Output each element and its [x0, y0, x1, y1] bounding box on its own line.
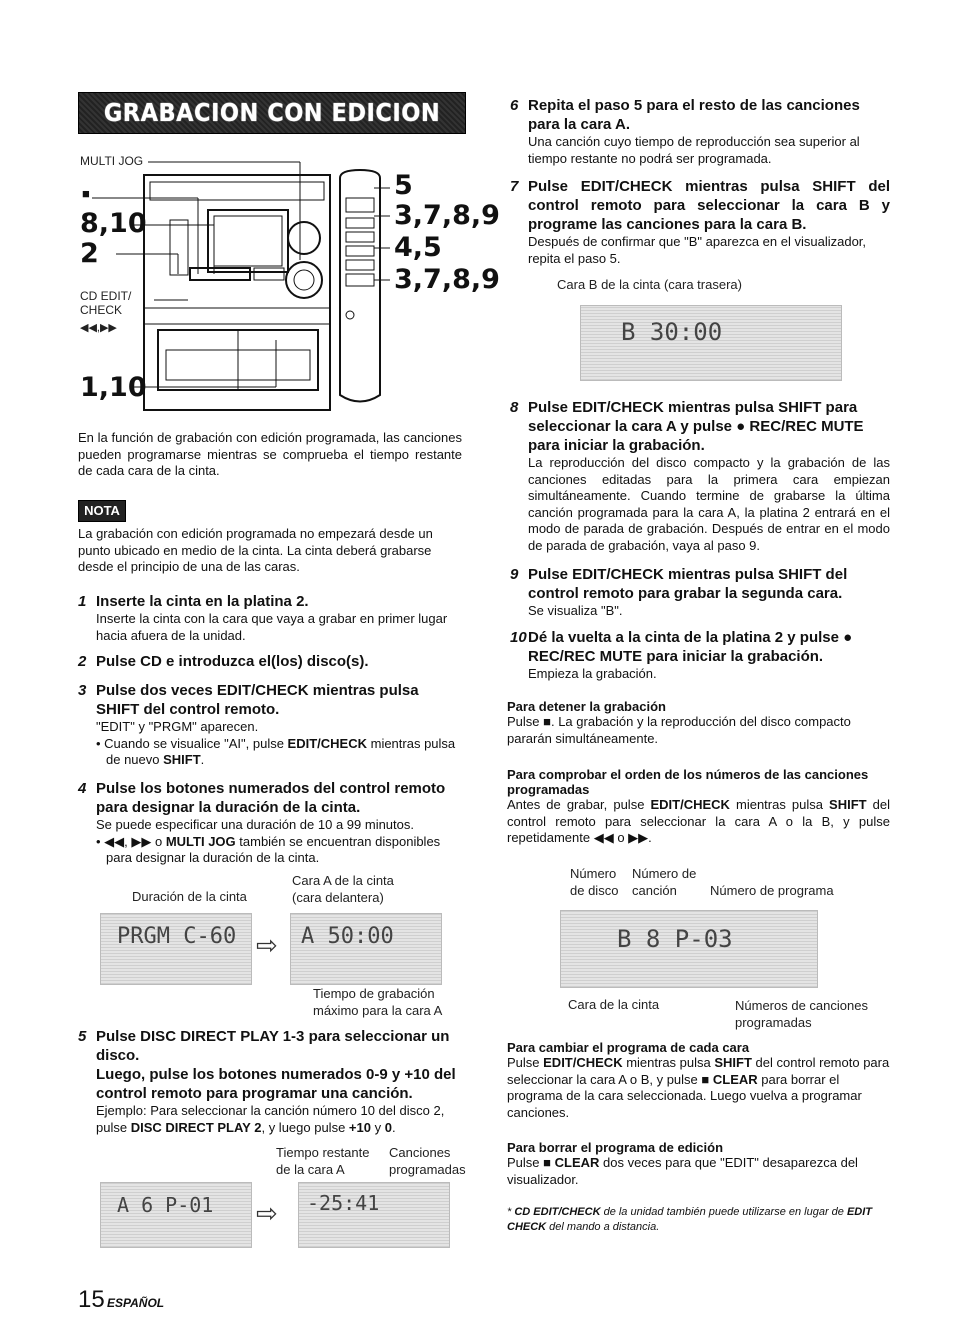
lcd-display-side-a [290, 913, 442, 985]
lcd-c-caption-cancion2: canción [632, 883, 677, 898]
lcd1-caption-top2: (cara delantera) [292, 890, 384, 905]
step-number: 7 [510, 178, 519, 195]
nota-badge: NOTA [78, 500, 126, 522]
language-label: ESPAÑOL [107, 1296, 165, 1310]
step-body: Una canción cuyo tiempo de reproducción sea superior al tiempo restante no podrá ser programada. [528, 134, 860, 166]
lcd2-caption-top: Tiempo restante [276, 1145, 370, 1160]
footnote: * CD EDIT/CHECK de la unidad también puede utilizarse en lugar de EDIT CHECK del mando a distancia. [507, 1206, 873, 1233]
lcd-text: A 6 P-01 [117, 1193, 214, 1217]
step-title: Inserte la cinta en la platina 2. [96, 593, 309, 610]
section-body: Pulse ■. La grabación y la reproducción del disco compacto pararán simultáneamente. [507, 714, 851, 746]
step-number: 8 [510, 399, 519, 416]
cd-edit-label: CD EDIT/ [80, 289, 132, 303]
step-title: Pulse EDIT/CHECK mientras pulsa SHIFT para seleccionar la cara A y pulse ● REC/REC MUTE para iniciar la grabación. [528, 399, 864, 454]
lcd-text: B 30:00 [621, 318, 723, 346]
section-title: Para detener la grabación [507, 699, 666, 714]
step-number: 4 [78, 780, 87, 797]
lcd-display-remaining [298, 1182, 450, 1248]
step-title: Dé la vuelta a la cinta de la platina 2 y pulse ● REC/REC MUTE para iniciar la grabación. [528, 629, 853, 665]
lcd2-caption-top3: Canciones [389, 1145, 451, 1160]
step-bullet: • ◀◀, ▶▶ o MULTI JOG también se encuentran disponibles para designar la duración de la cinta. [96, 833, 441, 865]
arrow-right-icon: ⇨ [256, 930, 278, 960]
lcd1-caption-left: Duración de la cinta [132, 889, 247, 904]
step-body: Inserte la cinta con la cara que vaya a grabar en primer lugar hacia afuera de la unidad. [96, 611, 448, 643]
step-number: 1 [78, 593, 87, 610]
lcd-c-caption-cara: Cara de la cinta [568, 997, 660, 1012]
arrow-right-icon: ⇨ [256, 1198, 278, 1228]
step-1 [78, 592, 462, 644]
step-title: Repita el paso 5 para el resto de las canciones para la cara A. [528, 97, 860, 133]
lcd-display-side-b [580, 305, 842, 381]
lcd-display-check [560, 910, 818, 988]
step-number: 9 [510, 566, 519, 583]
lcd2-caption-top2: de la cara A [276, 1162, 345, 1177]
step-title: Pulse CD e introduzca el(los) disco(s). [96, 653, 369, 670]
section-cambiar [507, 1040, 890, 1121]
step-title: Pulse EDIT/CHECK mientras pulsa SHIFT del control remoto para seleccionar la cara B y programe las canciones para la cara B. [528, 178, 890, 233]
step-bullet: • Cuando se visualice "AI", pulse EDIT/CHECK mientras pulsa de nuevo SHIFT. [96, 735, 456, 767]
page-number: 15 [78, 1286, 105, 1313]
section-title: Para comprobar el orden de los números de las canciones programadas [507, 767, 869, 797]
step-6 [510, 96, 890, 167]
nota-text: La grabación con edición programada no empezará desde un punto ubicado en medio de la cinta. La cinta deberá grabarse desde el principio de una de las caras. [78, 526, 433, 574]
callout-5: 5 [394, 170, 413, 201]
callout-3789-a: 3,7,8,9 [394, 200, 500, 231]
lcd-display-program [100, 1182, 252, 1248]
intro-text: En la función de grabación con edición programada, las canciones pueden programarse mientras se comprueba el tiempo restante de cada cara de la cinta. [78, 430, 462, 478]
step-body: La reproducción del disco compacto y la grabación de las canciones editadas para la primera cara empiezan simultáneamente. Cuando termine de grabarse la última canción programada para la cara A, la platina 2 entrará en el modo de parada de grabación. Después de entrar en el modo de parada de grabación, vaya al paso 9. [528, 455, 890, 553]
multi-jog-label: MULTI JOG [80, 154, 144, 168]
lcd-c-caption-cancion: Número de [632, 866, 697, 881]
stop-icon: ■ [82, 186, 90, 201]
step-body: Se visualiza "B". [528, 603, 623, 618]
lcd-text: PRGM C-60 [117, 924, 237, 949]
step-3 [78, 681, 462, 769]
lcd-display-duration [100, 913, 252, 985]
lcd2-caption-top4: programadas [389, 1162, 466, 1177]
step-title: Pulse DISC DIRECT PLAY 1-3 para seleccionar un disco. [96, 1028, 450, 1064]
section-body: Antes de grabar, pulse EDIT/CHECK mientras pulsa SHIFT del control remoto para seleccionar la cara A o la B, y pulse repetidamente ◀◀ o ▶▶. [507, 797, 890, 845]
page-title: GRABACION CON EDICION PROGRAMADA [78, 92, 466, 134]
step-body: Ejemplo: Para seleccionar la canción número 10 del disco 2, pulse DISC DIRECT PLAY 2, y luego pulse +10 y 0. [96, 1103, 445, 1135]
step-2 [78, 652, 462, 671]
step-body: "EDIT" y "PRGM" aparecen. [96, 719, 259, 734]
step-7 [510, 177, 890, 267]
lcd1-caption-bottom: Tiempo de grabación [313, 986, 435, 1001]
section-title: Para cambiar el programa de cada cara [507, 1040, 750, 1055]
section-detener [507, 699, 890, 747]
lcd-c-caption-disco: Número [570, 866, 617, 881]
section-body: Pulse ■ CLEAR dos veces para que "EDIT" desaparezca del visualizador. [507, 1155, 858, 1187]
callout-3789-b: 3,7,8,9 [394, 264, 500, 295]
step-title-2: Luego, pulse los botones numerados 0-9 y +10 del control remoto para programar una canción. [96, 1066, 456, 1102]
callout-2: 2 [80, 238, 99, 269]
lcd-c-caption-prog: Número de programa [710, 883, 834, 898]
step-5 [78, 1027, 462, 1136]
step-8 [510, 398, 890, 554]
rew-ff-icons: ◀◀,▶▶ [80, 322, 117, 334]
lcd-text: B 8 P-03 [617, 925, 733, 953]
step-number: 10 [510, 629, 527, 646]
callout-1-10: 1,10 [80, 372, 147, 403]
step-number: 2 [78, 653, 87, 670]
callout-8-10: 8,10 [80, 208, 147, 239]
step-title: Pulse los botones numerados del control remoto para designar la duración de la cinta. [96, 780, 446, 816]
callout-4-5: 4,5 [394, 232, 442, 263]
lcd-c-caption-nums: Números de canciones [735, 998, 868, 1013]
device-figure [78, 150, 500, 420]
lcd1-caption-top: Cara A de la cinta [292, 873, 394, 888]
section-body: Pulse EDIT/CHECK mientras pulsa SHIFT del control remoto para seleccionar la cara A o B, y pulse ■ CLEAR para borrar el programa de la cara seleccionada. Luego vuelva a programar canciones. [507, 1055, 890, 1120]
step-9 [510, 565, 890, 620]
step-number: 3 [78, 682, 87, 699]
step-body: Empieza la grabación. [528, 666, 657, 681]
step-number: 5 [78, 1028, 87, 1045]
section-comprobar [507, 767, 890, 847]
step-body: Se puede especificar una duración de 10 a 99 minutos. [96, 817, 414, 832]
step-title: Pulse dos veces EDIT/CHECK mientras pulsa SHIFT del control remoto. [96, 682, 419, 718]
lcd-c-caption-nums2: programadas [735, 1015, 812, 1030]
check-label: CHECK [80, 303, 123, 317]
lcd-c-caption-disco2: de disco [570, 883, 619, 898]
step-10 [510, 628, 890, 683]
lcd1-caption-bottom2: máximo para la cara A [313, 1003, 443, 1018]
lcd-text: A 50:00 [301, 924, 394, 949]
section-borrar [507, 1140, 890, 1188]
lcd-b-caption: Cara B de la cinta (cara trasera) [557, 277, 742, 292]
section-title: Para borrar el programa de edición [507, 1140, 724, 1155]
step-number: 6 [510, 97, 519, 114]
step-title: Pulse EDIT/CHECK mientras pulsa SHIFT del control remoto para grabar la segunda cara. [528, 566, 848, 602]
lcd-text: -25:41 [307, 1191, 380, 1215]
step-4 [78, 779, 462, 867]
step-body: Después de confirmar que "B" aparezca en el visualizador, repita el paso 5. [528, 234, 867, 266]
